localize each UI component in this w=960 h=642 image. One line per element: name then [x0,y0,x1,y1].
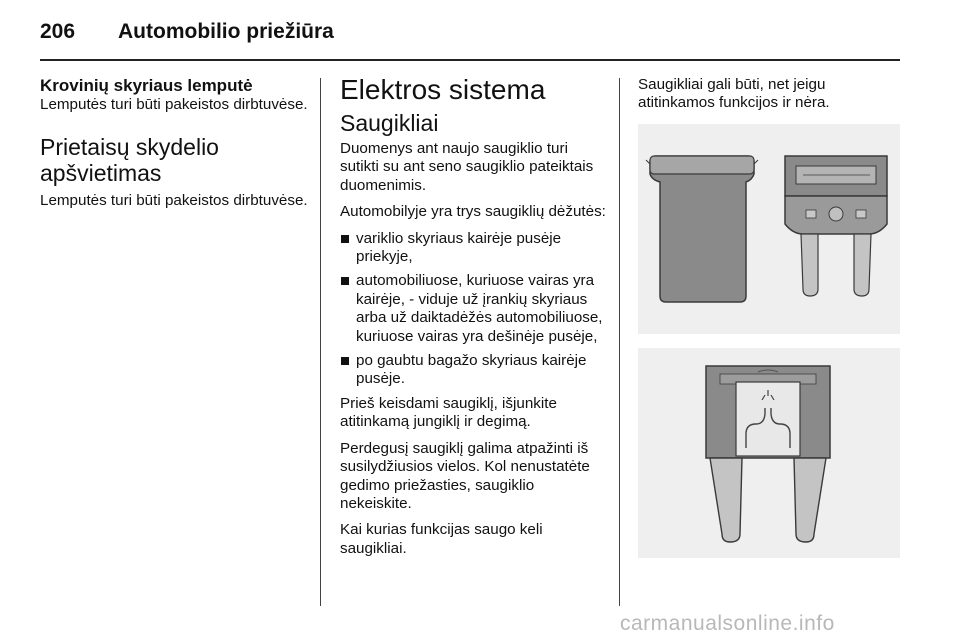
mini-fuse-left-icon [646,156,758,302]
fuse-illustration-bottom [638,348,900,558]
blown-fuse-illustration [638,348,900,558]
fuses-note: Saugikliai gali būti, net jeigu atitinkamos funkcijos ir nėra. [638,76,830,112]
bullet-icon [341,357,349,365]
mini-fuse-right-icon [785,156,887,296]
list-item [340,352,608,389]
section-heading-dashboard-lighting: Prietaisų skydelio apšvietimas [40,134,219,187]
fuses-paragraph-2: Automobilyje yra trys saugiklių dėžutės: [340,203,606,221]
cargo-lamp-text: Lemputės turi būti pakeistos dirbtuvėse. [40,96,308,113]
bullet-icon [341,277,349,285]
list-item-text: automobiliuose, kuriuose vairas yra kairėje, - viduje už įrankių skyriaus arba už daiktadėžės automobiliuose, kuriuose vairas yra dešinėje pusėje, [356,272,603,345]
blown-fuse-icon [706,366,830,542]
subheading-fuses: Saugikliai [340,110,439,136]
list-item-text: po gaubtu bagažo skyriaus kairėje pusėje. [356,352,587,388]
page-header [40,14,900,54]
column-left [40,76,310,219]
dashboard-lighting-text: Lemputės turi būti pakeistos dirbtuvėse. [40,192,308,210]
column-right [638,76,902,121]
list-item-text: variklio skyriaus kairėje pusėje priekyje, [356,229,562,266]
header-rule [40,59,900,61]
fuse-box-list [340,230,608,389]
section-heading-electrical-system: Elektros sistema [340,74,546,105]
fuses-paragraph-5: Kai kurias funkcijas saugo keli saugikliai. [340,521,543,557]
page-number: 206 [40,20,76,43]
fuses-paragraph-1: Duomenys ant naujo saugiklio turi sutikti su ant seno saugiklio pateiktais duomenimis. [340,140,594,194]
bullet-icon [341,235,349,243]
mini-fuse-illustration [638,124,900,334]
column-middle [340,76,608,566]
column-divider-1 [320,78,321,606]
watermark: carmanualsonline.info [620,612,835,635]
section-heading-cargo-lamp: Krovinių skyriaus lemputė [40,76,253,95]
list-item [340,230,608,267]
fuses-paragraph-3: Prieš keisdami saugiklį, išjunkite atitinkamą jungiklį ir degimą. [340,394,557,431]
column-divider-2 [619,78,620,606]
page-title: Automobilio priežiūra [118,20,334,43]
list-item [340,272,608,346]
fuses-paragraph-4: Perdegusį saugiklį galima atpažinti iš susilydžiusios vielos. Kol nenustatėte gedimo priežasties, saugiklio nekeiskite. [340,439,590,512]
fuse-illustration-top [638,124,900,334]
